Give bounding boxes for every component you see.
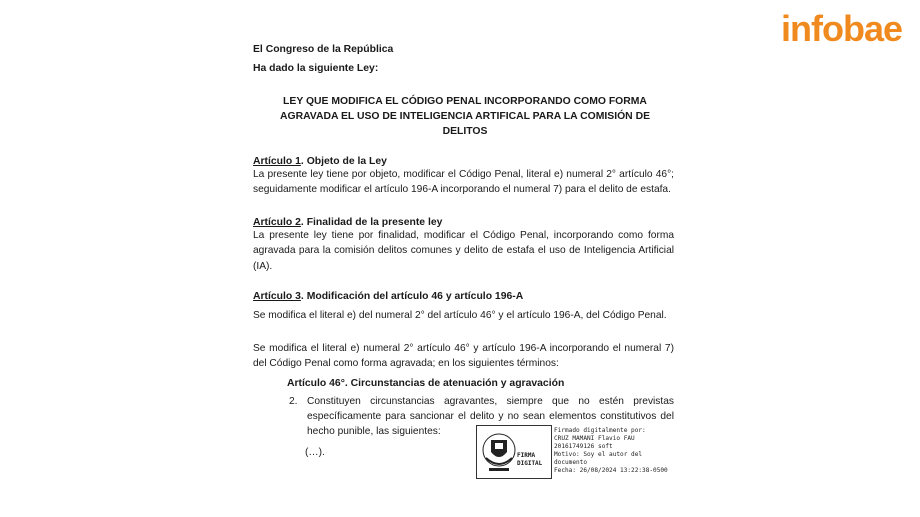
article-3-paragraph-1: Se modifica el literal e) del numeral 2° del artículo 46° y el artículo 196-A, del Código Penal. xyxy=(253,310,667,321)
signature-details xyxy=(554,427,674,475)
signature-line: Firmado digitalmente por: xyxy=(554,427,646,434)
signature-line: CRUZ MAMANI Flavio FAU xyxy=(554,435,635,443)
article-3-number: Artículo 3 xyxy=(253,291,301,302)
signature-line: 20161749126 soft xyxy=(554,443,613,451)
firma-digital-label: FIRMA DIGITAL xyxy=(517,452,543,467)
article-46-heading: Artículo 46°. Circunstancias de atenuación y agravación xyxy=(287,378,565,389)
law-title xyxy=(253,95,677,139)
article-3-title: . Modificación del artículo 46 y artículo 196-A xyxy=(300,291,524,302)
article-2-body: La presente ley tiene por finalidad, modificar el Código Penal, incorporando como forma agravada para la comisión delitos comunes y delito de estafa el uso de Inteligencia Artificial (IA). xyxy=(253,230,674,272)
article-3-heading xyxy=(253,289,523,304)
article-3-paragraph-2: Se modifica el literal e) numeral 2° artículo 46° y artículo 196-A incorporando el numeral 7) del Código Penal como forma agravada; en los siguientes términos: xyxy=(253,343,674,370)
title-line-3: DELITOS xyxy=(442,125,488,137)
digital-signature-stamp xyxy=(476,425,552,479)
signature-line: documento xyxy=(554,459,588,467)
article-2-number: Artículo 2 xyxy=(253,217,301,228)
article-2-title: . Finalidad de la presente ley xyxy=(300,217,443,228)
signature-line: Fecha: 26/08/2024 13:22:38-0500 xyxy=(554,467,668,475)
ellipsis-text: (…). xyxy=(305,447,325,458)
article-1-body: La presente ley tiene por objeto, modificar el Código Penal, literal e) numeral 2° artículo 46°; seguidamente modificar el artículo 196-A incorporando el numeral 7) para el delito de estafa. xyxy=(253,169,674,196)
signature-line: Motivo: Soy el autor del xyxy=(554,451,643,459)
peru-coat-of-arms-icon xyxy=(481,430,517,474)
item-text: Constituyen circunstancias agravantes, siempre que no estén previstas específicamente para sancionar el delito y no sean elementos constitutivos del hecho punible, las siguientes: xyxy=(307,396,674,437)
item-number: 2. xyxy=(289,396,298,407)
article-1-title: . Objeto de la Ley xyxy=(300,156,387,167)
title-line-2: AGRAVADA EL USO DE INTELIGENCIA ARTIFICAL PARA LA COMISIÓN DE xyxy=(279,110,651,122)
preamble-line-2: Ha dado la siguiente Ley: xyxy=(253,63,379,74)
preamble-line-1: El Congreso de la República xyxy=(253,44,394,55)
article-1-number: Artículo 1 xyxy=(253,156,301,167)
title-line-1: LEY QUE MODIFICA EL CÓDIGO PENAL INCORPORANDO COMO FORMA xyxy=(283,96,647,107)
infobae-logo[interactable]: infobae xyxy=(780,8,902,49)
